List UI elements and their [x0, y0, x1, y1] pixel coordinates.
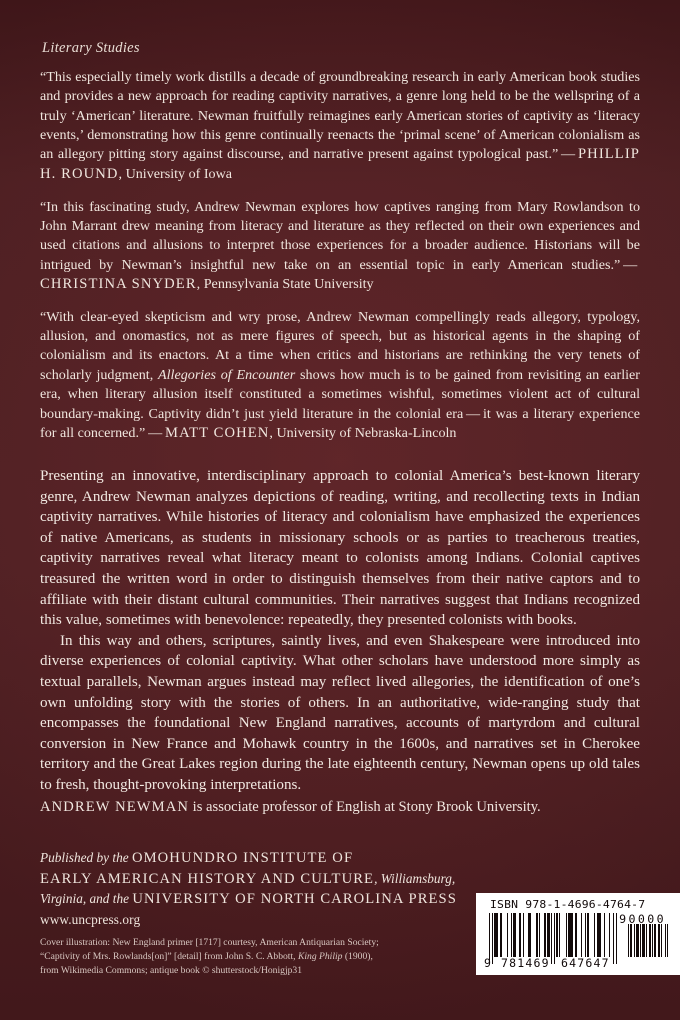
blurb-3-reviewer: MATT COHEN	[165, 424, 270, 441]
description-paragraph-1: Presenting an innovative, interdisciplinary approach to colonial America’s best-known literary genre, Andrew Newman analyzes depictions of reading, writing, and recollecting texts in Indian captivity narratives. While histories of literacy and colonialism have emphasized the experiences of native Americans, as students in missionary schools or as parties to treacherous treaties, captivity narratives reveal what literacy meant to colonists among Indians. Colonial captives treasured the written word in order to distinguish themselves from their native captors and to affiliate with their distant cultural communities. Their narratives suggest that Indians recognized this value, sometimes with benevolence: repeatedly, they presented colonists with books.	[40, 468, 640, 629]
blurb-1-text: “This especially timely work distills a decade of groundbreaking research in early American book studies and provides a new approach for reading captivity narratives, a genre long held to be the wellspring of a truly ‘American’ literature. Newman fruitfully reimagines early American stories of captivity as ‘literacy events,’ demonstrating how this genre continually reenacts the ‘primal scene’ of American colonialism as an allegory pitting story against discourse, and narrative present against typological past.” —	[40, 69, 640, 163]
imprint-press-name: UNIVERSITY OF NORTH CAROLINA PRESS	[132, 891, 457, 908]
credits-line-1: Cover illustration: New England primer [1717] courtesy, American Antiquarian Society;	[40, 937, 379, 948]
barcode-left-group: 781469	[501, 956, 550, 970]
blurb-quote-2	[40, 198, 640, 295]
barcode-addon-price-code: 90000	[619, 912, 666, 926]
imprint-institute-name-part2: EARLY AMERICAN HISTORY AND CULTURE	[40, 870, 375, 887]
isbn-number-text: ISBN 978-1-4696-4764-7	[490, 898, 646, 911]
author-bio	[40, 797, 640, 817]
imprint-line-1	[40, 848, 470, 869]
book-description-section	[40, 466, 640, 796]
publisher-website[interactable]: www.uncpress.org	[40, 911, 141, 927]
subject-category-label: Literary Studies	[42, 40, 140, 56]
isbn-barcode	[476, 893, 680, 975]
imprint-state: Virginia, and the	[40, 891, 133, 907]
cover-illustration-credits	[40, 936, 460, 978]
author-name: ANDREW NEWMAN	[40, 799, 190, 815]
blurb-quotes-section	[40, 68, 640, 443]
blurb-2-text: “In this fascinating study, Andrew Newman explores how captives ranging from Mary Rowlandson to John Marrant drew meaning from literacy and literature as they reflected on their own experiences and used citations and allusions to interpret those experiences for a broader audience. Historians will be intrigued by Newman’s insightful new take on an essential topic in early American studies.” —	[40, 198, 640, 273]
cover-content-area	[40, 0, 666, 1020]
blurb-3-text-after: shows how much is to be gained from revisiting an earlier era, when literary allusion itself constituted a sometimes wishful, sometimes violent act of cultural boundary-making. Captivity didn’t just yield literature in the colonial era — it was a literary experience for all concerned.” —	[40, 366, 640, 441]
blurb-3-book-title: Allegories of Encounter	[158, 366, 296, 383]
barcode-right-group: 647647	[561, 956, 610, 970]
blurb-2-reviewer: CHRISTINA SNYDER	[40, 275, 197, 292]
blurb-1-reviewer: PHILLIP H. ROUND	[40, 146, 640, 182]
author-bio-text: is associate professor of English at Stony Brook University.	[189, 799, 541, 815]
credits-line-2-before: “Captivity of Mrs. Rowlands[on]” [detail] from John S. C. Abbott,	[40, 951, 298, 963]
blurb-1-affiliation: , University of Iowa	[118, 165, 233, 182]
imprint-institute-name-part1: OMOHUNDRO INSTITUTE OF	[131, 850, 354, 866]
publisher-imprint	[40, 848, 470, 929]
imprint-city: , Williamsburg,	[374, 870, 456, 886]
credits-line-2	[40, 950, 460, 964]
imprint-line-2	[40, 869, 470, 890]
barcode-human-readable-digits	[484, 956, 622, 970]
blurb-3-text: “With clear-eyed skepticism and wry prose, Andrew Newman compellingly reads allegory, typology, allusion, and onomastics, not as mere figures of speech, but as historical agents in the shaping of colonialism and its enactors. At a time when critics and historians are rethinking the very tenets of scholarly judgment,	[40, 308, 640, 383]
imprint-line-3	[40, 889, 470, 910]
credits-line-2-after: (1900),	[342, 951, 373, 963]
description-paragraph-2: In this way and others, scriptures, saintly lives, and even Shakespeare were introduced into diverse experiences of colonial captivity. What other scholars have understood more simply as textual parallels, Newman argues instead may reflect lived allegories, the identification of one’s own unfolding story with the stories of others. In an authoritative, wide-ranging study that encompasses the foundational New England narratives, accounts of martyrdom and cultural conversion in New France and Mohawk country in the 1600s, and narratives set in Cherokee territory and the Great Lakes region during the late eighteenth century, Newman opens up old tales to fresh, thought-provoking interpretations.	[40, 632, 640, 793]
blurb-quote-1	[40, 68, 640, 184]
barcode-bars-ean13	[489, 913, 617, 957]
imprint-published-by: Published by the	[40, 850, 132, 865]
blurb-3-affiliation: , University of Nebraska-Lincoln	[269, 424, 457, 441]
blurb-quote-3	[40, 308, 640, 443]
barcode-lead-digit: 9	[484, 956, 491, 970]
credits-line-3: from Wikimedia Commons; antique book © shutterstock/Honigjp31	[40, 965, 303, 977]
blurb-2-affiliation: , Pennsylvania State University	[196, 275, 374, 292]
barcode-bars-addon5	[628, 924, 668, 957]
credits-source-title: King Philip	[297, 951, 343, 963]
